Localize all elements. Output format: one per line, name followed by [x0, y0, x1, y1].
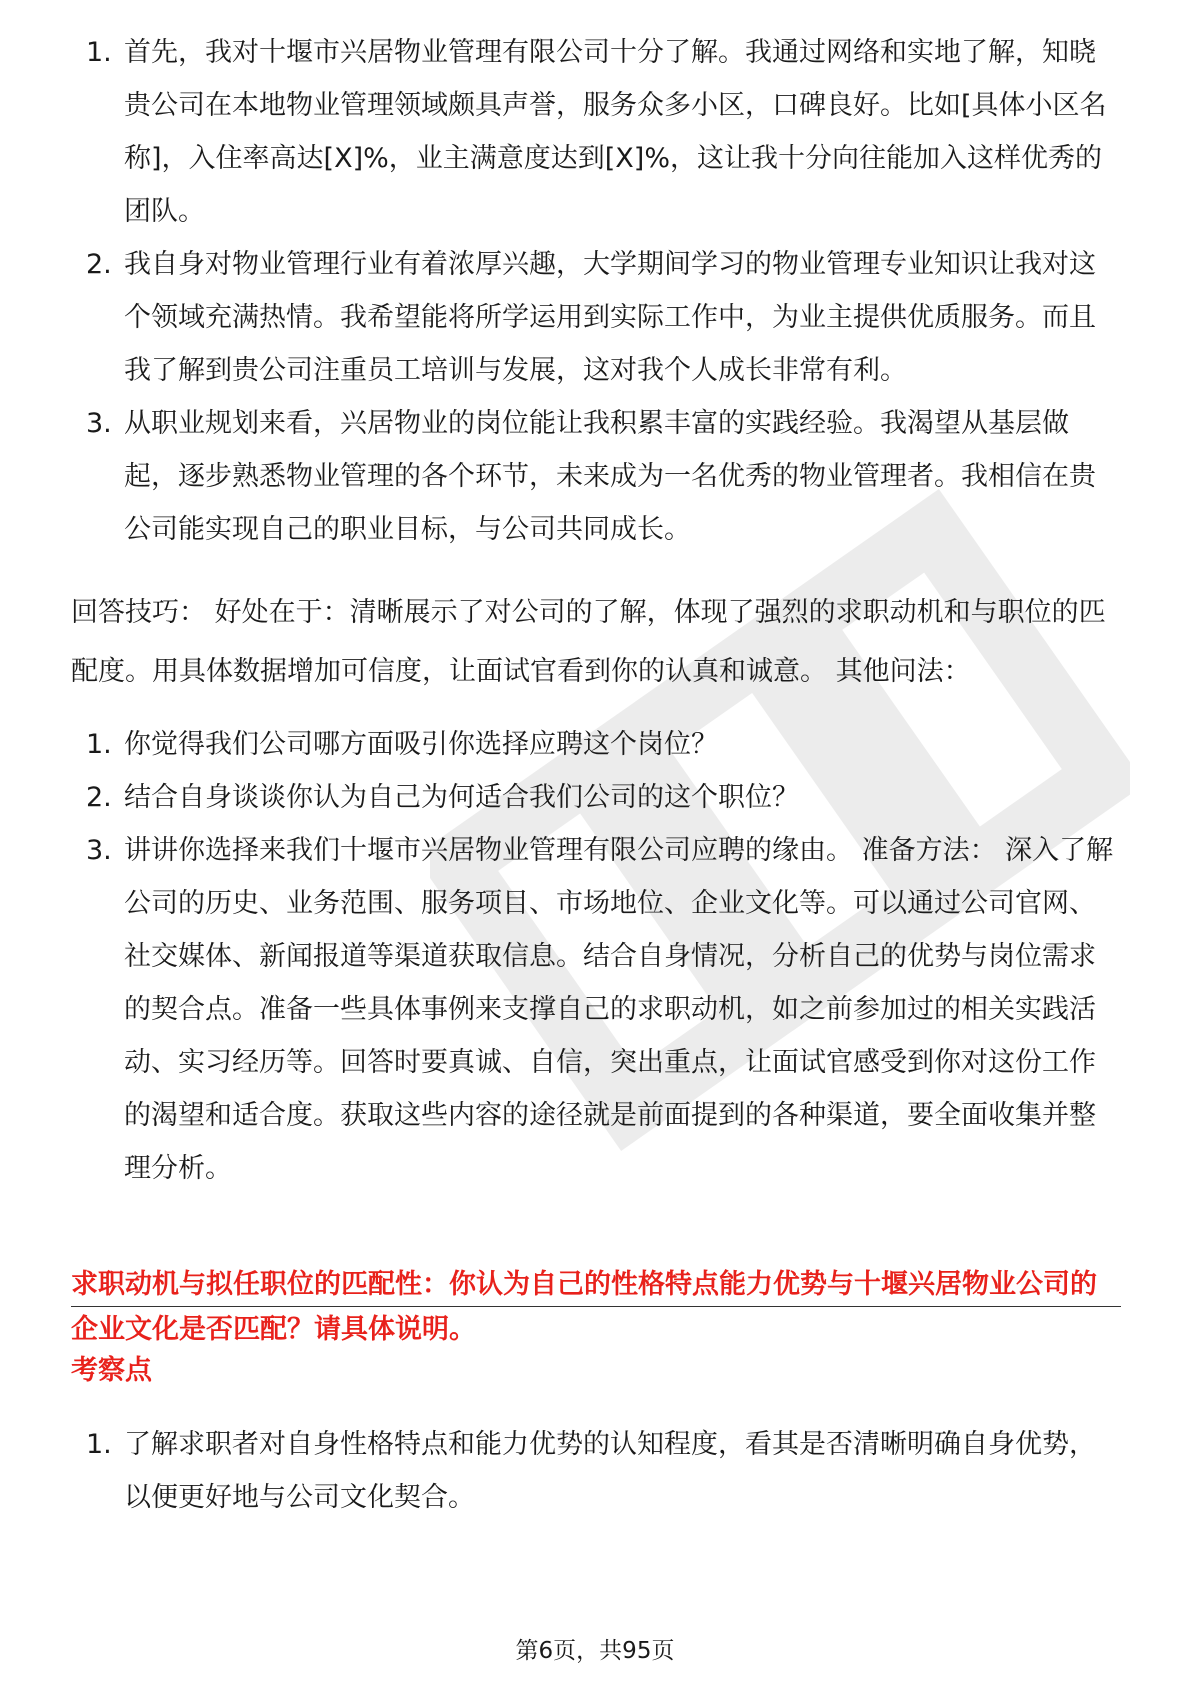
list-item [0, 397, 1116, 556]
section-label: 考察点 [71, 1355, 152, 1386]
list-item-text: 你觉得我们公司哪方面吸引你选择应聘这个岗位？ [124, 729, 718, 760]
list-item [0, 718, 1116, 771]
list-number: 1. [86, 1429, 112, 1460]
list-item-text: 讲讲你选择来我们十堰市兴居物业管理有限公司应聘的缘由。 准备方法： 深入了解公司的历史、业务范围、服务项目、市场地位、企业文化等。可以通过公司官网、社交媒体、新闻报道等渠道获取信息。结合自身情况，分析自己的优势与岗位需求的契合点。准备一些具体事例来支撑自己的求职动机，如之前参加过的相关实践活动、实习经历等。回答时要真诚、自信，突出重点，让面试官感受到你对这份工作的渴望和适合度。获取这些内容的途径就是前面提到的各种渠道，要全面收集并整理分析。 [124, 835, 1114, 1184]
answer-tips-paragraph: 回答技巧： 好处在于：清晰展示了对公司的了解，体现了强烈的求职动机和与职位的匹配度。用具体数据增加可信度，让面试官看到你的认真和诚意。 其他问法： [71, 597, 1106, 687]
list-item [0, 824, 1116, 1195]
list-item-text: 从职业规划来看，兴居物业的岗位能让我积累丰富的实践经验。我渴望从基层做起，逐步熟悉物业管理的各个环节，未来成为一名优秀的物业管理者。我相信在贵公司能实现自己的职业目标，与公司共同成长。 [124, 408, 1096, 545]
list-item-text: 首先，我对十堰市兴居物业管理有限公司十分了解。我通过网络和实地了解，知晓贵公司在本地物业管理领域颇具声誉，服务众多小区，口碑良好。比如[具体小区名称]，入住率高达[X]%，业主满意度达到[X]%，这让我十分向往能加入这样优秀的团队。 [124, 37, 1107, 227]
list-item [0, 1418, 1116, 1524]
motivation-answer-list [0, 26, 1116, 556]
list-item [0, 771, 1116, 824]
list-number: 2. [86, 249, 112, 280]
list-number: 3. [86, 408, 112, 439]
list-item-text: 我自身对物业管理行业有着浓厚兴趣，大学期间学习的物业管理专业知识让我对这个领域充满热情。我希望能将所学运用到实际工作中，为业主提供优质服务。而且我了解到贵公司注重员工培训与发展，这对我个人成长非常有利。 [124, 249, 1096, 386]
list-item-text: 了解求职者对自身性格特点和能力优势的认知程度，看其是否清晰明确自身优势，以便更好地与公司文化契合。 [124, 1429, 1096, 1513]
list-number: 3. [86, 835, 112, 866]
list-item [0, 238, 1116, 397]
question-heading: 求职动机与拟任职位的匹配性：你认为自己的性格特点能力优势与十堰兴居物业公司的企业文化是否匹配？请具体说明。 [71, 1269, 1097, 1345]
list-item [0, 26, 1116, 238]
list-number: 1. [86, 729, 112, 760]
list-number: 1. [86, 37, 112, 68]
list-item-text: 结合自身谈谈你认为自己为何适合我们公司的这个职位？ [124, 782, 799, 813]
assessment-points-list [0, 1418, 1116, 1524]
page-footer: 第6页，共95页 [515, 1638, 675, 1664]
alternative-questions-list [0, 718, 1116, 1195]
list-number: 2. [86, 782, 112, 813]
